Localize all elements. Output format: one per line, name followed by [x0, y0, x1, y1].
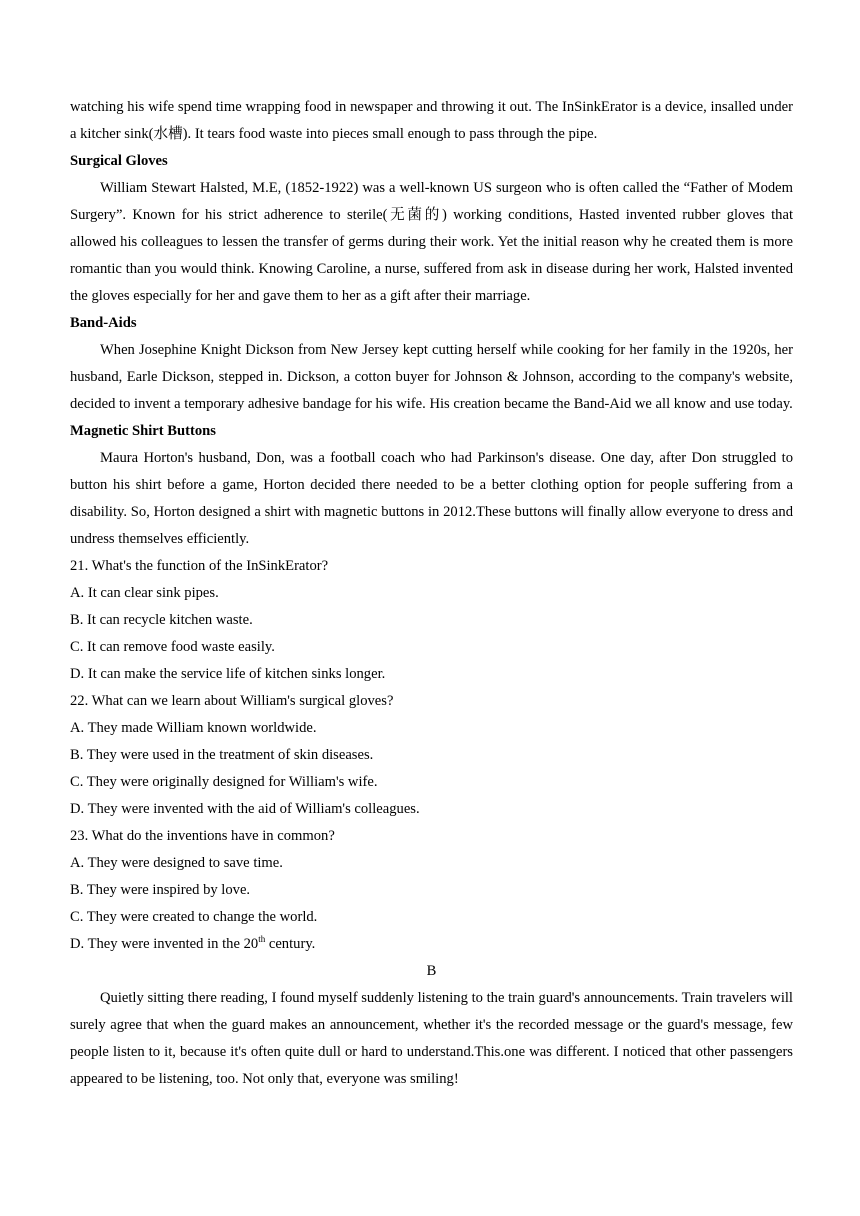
document-content [70, 94, 793, 1093]
answer-option: C. They were originally designed for William's wife. [70, 774, 378, 790]
option-text: century. [265, 936, 316, 952]
magnetic-buttons-heading: Magnetic Shirt Buttons [70, 423, 216, 439]
answer-option: C. It can remove food waste easily. [70, 639, 275, 655]
question-stem: 22. What can we learn about William's surgical gloves? [70, 693, 394, 709]
section-b-label: B [426, 963, 437, 979]
ordinal-superscript: th [258, 934, 266, 945]
answer-option: D. They were invented with the aid of William's colleagues. [70, 801, 420, 817]
answer-option: A. It can clear sink pipes. [70, 585, 219, 601]
answer-option: B. They were inspired by love. [70, 882, 251, 898]
band-aids-heading: Band-Aids [70, 315, 137, 331]
question-21 [70, 553, 793, 688]
section-b-paragraph: Quietly sitting there reading, I found myself suddenly listening to the train guard's announcements. Train travelers will surely agree that when the guard makes an announcement, whether it's the recorded message or the guard's message, few people listen to it, because it's often quite dull or hard to understand.This.one was different. I noticed that other passengers appeared to be listening, too. Not only that, everyone was smiling! [70, 990, 793, 1087]
question-stem: 23. What do the inventions have in common? [70, 828, 335, 844]
answer-option [70, 931, 793, 958]
insinkerator-paragraph-tail: watching his wife spend time wrapping food in newspaper and throwing it out. The InSinkErator is a device, insalled under a kitcher sink(水槽). It tears food waste into pieces small enough to pass through the pipe. [70, 99, 793, 142]
answer-option: C. They were created to change the world. [70, 909, 318, 925]
answer-option: B. They were used in the treatment of skin diseases. [70, 747, 374, 763]
surgical-gloves-heading: Surgical Gloves [70, 153, 168, 169]
option-text: D. They were invented in the 20 [70, 936, 259, 952]
answer-option: B. It can recycle kitchen waste. [70, 612, 253, 628]
answer-option: A. They were designed to save time. [70, 855, 283, 871]
question-22 [70, 688, 793, 823]
answer-option: D. It can make the service life of kitchen sinks longer. [70, 666, 386, 682]
magnetic-buttons-paragraph: Maura Horton's husband, Don, was a football coach who had Parkinson's disease. One day, after Don struggled to button his shirt before a game, Horton decided there needed to be a better clothing option for people suffering from a disability. So, Horton designed a shirt with magnetic buttons in 2012.These buttons will finally allow everyone to dress and undress themselves efficiently. [70, 450, 793, 547]
question-stem: 21. What's the function of the InSinkErator? [70, 558, 329, 574]
surgical-gloves-paragraph: William Stewart Halsted, M.E, (1852-1922) was a well-known US surgeon who is often called the “Father of Modem Surgery”. Known for his strict adherence to sterile(无菌的) working conditions, Hasted invented rubber gloves that allowed his colleagues to lessen the transfer of germs during their work. Yet the initial reason why he created them is more romantic than you would think. Knowing Caroline, a nurse, suffered from ask in disease during her work, Halsted invented the gloves especially for her and gave them to her as a gift after their marriage. [70, 180, 793, 304]
answer-option: A. They made William known worldwide. [70, 720, 317, 736]
band-aids-paragraph: When Josephine Knight Dickson from New Jersey kept cutting herself while cooking for her family in the 1920s, her husband, Earle Dickson, stepped in. Dickson, a cotton buyer for Johnson & Johnson, according to the company's website, decided to invent a temporary adhesive bandage for his wife. His creation became the Band-Aid we all know and use today. [70, 342, 793, 412]
question-23 [70, 823, 793, 958]
